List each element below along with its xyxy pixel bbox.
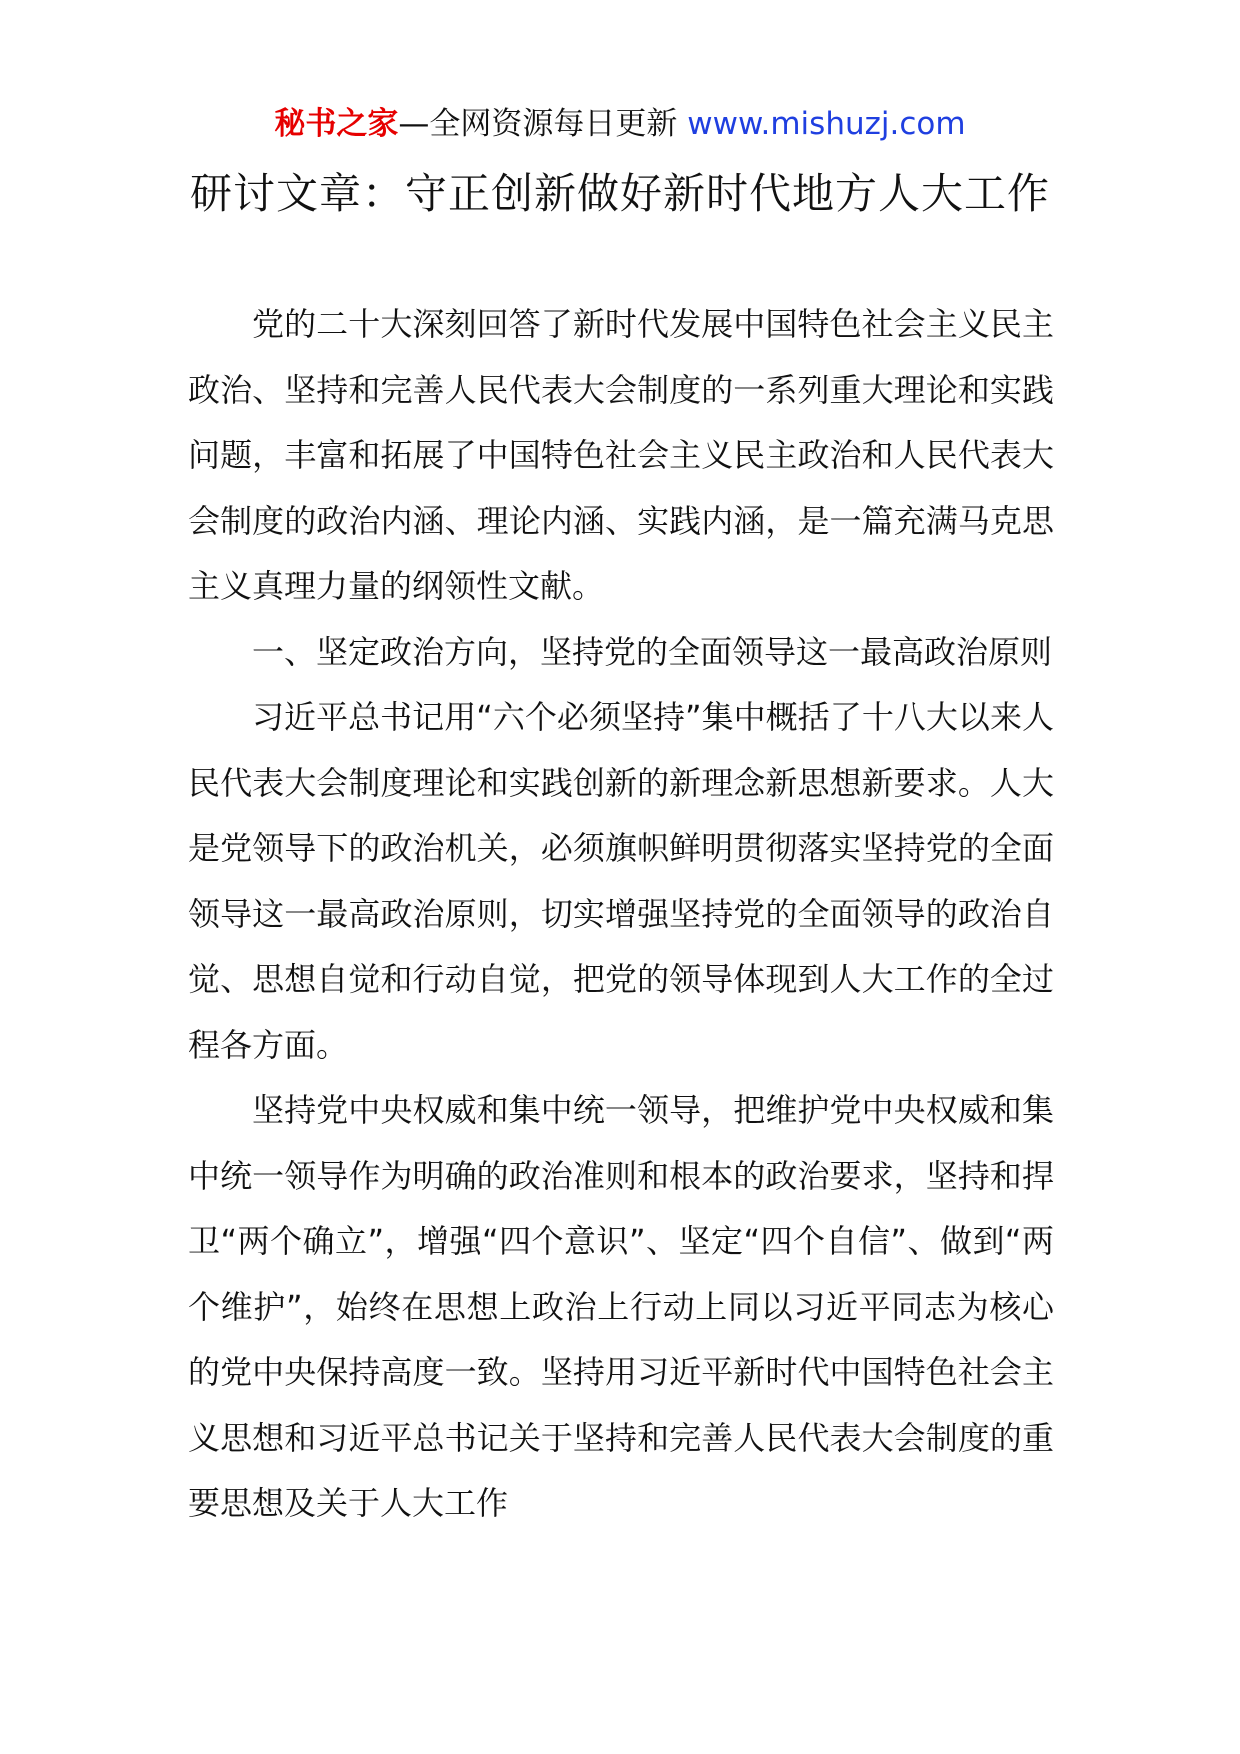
header-tagline: —全网资源每日更新 xyxy=(398,106,688,142)
body-paragraph: 党的二十大深刻回答了新时代发展中国特色社会主义民主政治、坚持和完善人民代表大会制度的一系列重大理论和实践问题，丰富和拓展了中国特色社会主义民主政治和人民代表大会制度的政治内涵、理论内涵、实践内涵，是一篇充满马克思主义真理力量的纲领性文献。 xyxy=(188,305,1054,605)
body-paragraph: 坚持党中央权威和集中统一领导，把维护党中央权威和集中统一领导作为明确的政治准则和根本的政治要求，坚持和捍卫“两个确立”，增强“四个意识”、坚定“四个自信”、做到“两个维护”，始终在思想上政治上行动上同以习近平同志为核心的党中央保持高度一致。坚持用习近平新时代中国特色社会主义思想和习近平总书记关于坚持和完善人民代表大会制度的重要思想及关于人大工作 xyxy=(188,1091,1054,1522)
site-url-link[interactable]: www.mishuzj.com xyxy=(687,106,966,142)
site-header-banner xyxy=(0,100,1240,148)
brand-name: 秘书之家 xyxy=(274,106,399,142)
document-body xyxy=(188,292,1054,1537)
section-heading: 一、坚定政治方向，坚持党的全面领导这一最高政治原则 xyxy=(252,632,1053,671)
document-title: 研讨文章：守正创新做好新时代地方人大工作 xyxy=(189,169,1050,218)
body-paragraph: 习近平总书记用“六个必须坚持”集中概括了十八大以来人民代表大会制度理论和实践创新的新理念新思想新要求。人大是党领导下的政治机关，必须旗帜鲜明贯彻落实坚持党的全面领导这一最高政治原则，切实增强坚持党的全面领导的政治自觉、思想自觉和行动自觉，把党的领导体现到人大工作的全过程各方面。 xyxy=(188,698,1054,1064)
